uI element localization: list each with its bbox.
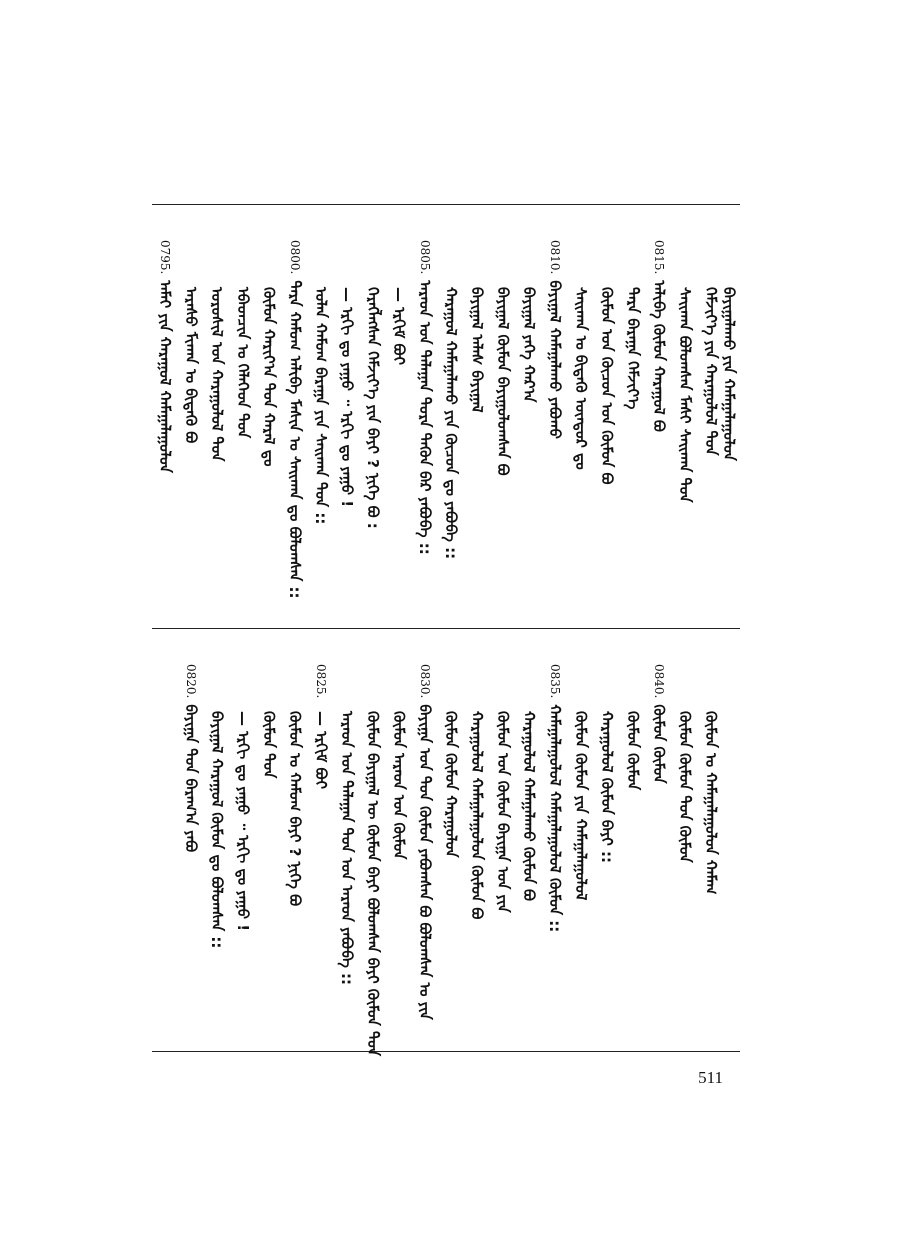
line-text: ᠰᠠᠢᠬᠠᠨ ᠪᠣᠯᠤᠭᠰᠠᠨ ᠮᠠᠰᠢ ᠰᠠᠢᠬᠠᠨ ᠳᠤᠨ xyxy=(676,287,694,503)
line-text: — ᠡᠷᠬᠢᠮ ᠪᠤᠢ xyxy=(312,711,330,790)
verse-line xyxy=(388,711,410,859)
verse-line xyxy=(232,711,254,931)
verse-line xyxy=(570,287,592,470)
verse-line xyxy=(258,711,280,778)
line-number: 0810. xyxy=(548,240,562,275)
upper-verse-block xyxy=(152,204,740,628)
verse-line xyxy=(596,287,618,484)
line-text: — ᠡᠷᠬᠢᠮ ᠪᠤᠢ xyxy=(390,287,408,366)
verse-line xyxy=(310,711,332,789)
line-number: 0795. xyxy=(158,240,172,275)
verse-line xyxy=(674,711,696,863)
line-text: ᠬᠦᠮᠦᠨ ᠠᠷᠠᠳ ᠤᠨ ᠬᠦᠮᠦᠨ xyxy=(390,711,408,860)
line-text: ᠬᠦᠮᠦᠨ ᠤ ᠬᠠᠮᠤᠭ ᠪᠠᠶᠢ ? ᠨᠢᠭᠡ ᠪᠣ xyxy=(286,711,304,907)
verse-line xyxy=(440,711,462,858)
line-text: ᠬᠦᠮᠦᠨ ᠤᠨ ᠬᠦᠮᠦᠨ ᠪᠠᠶᠢᠭᠠ ᠤᠨ ᠶᠢᠨ xyxy=(494,711,512,913)
verse-line xyxy=(674,287,696,503)
verse-line xyxy=(700,711,722,894)
line-text: ᠬᠦᠮᠦᠨ ᠤᠨ ᠬᠦᠴᠦᠨ ᠤᠨ ᠬᠦᠮᠦᠨ ᠪᠣ xyxy=(598,287,616,485)
line-text: ᠲᠡᠷᠡ ᠬᠠᠮᠤᠭ ᠠᠯᠢᠪᠠ ᠮᠠᠰᠢᠨ ᠤ ᠰᠠᠢᠬᠠᠨ ᠳᠤ ᠪᠣᠯᠤᠭᠰᠠᠨ :: xyxy=(286,280,304,599)
verse-line xyxy=(648,240,670,432)
verse-line xyxy=(206,711,228,948)
line-number: 0825. xyxy=(314,664,328,699)
line-number: 0800. xyxy=(288,240,302,275)
line-text: ᠬᠦᠮᠦᠨ ᠤ ᠬᠠᠮᠠᠭᠠᠯᠠᠭᠤᠯᠤᠨ ᠬᠠᠮᠠᠭ xyxy=(702,711,720,895)
verse-line xyxy=(492,711,514,913)
verse-line xyxy=(544,664,566,932)
line-text: — ᠡᠷᠬᠢ ᠳᠤ ᠶᠠᠭᠤ ᠃ ᠡᠷᠬᠢ ᠳᠤ ᠶᠠᠭᠤ ! xyxy=(234,711,252,932)
verse-line xyxy=(414,664,436,1020)
verse-line xyxy=(648,664,670,784)
verse-line xyxy=(310,287,332,524)
line-text: ᠪᠠᠶᠢᠭᠠᠯ ᠬᠠᠮᠠᠭᠠᠯᠠᠬᠤ ᠶᠠᠪᠤᠬᠤ xyxy=(546,280,564,439)
lower-verse-block xyxy=(152,628,740,1057)
line-text: ᠠᠷᠠᠳ ᠤᠨ ᠲᠠᠯᠠᠭᠠᠨ ᠳᠤᠨ ᠤᠨ ᠠᠷᠠᠳ ᠶᠠᠪᠤᠪᠠ :: xyxy=(338,711,356,986)
line-text: ᠬᠦᠮᠦᠨ ᠬᠦᠮᠦᠨ ᠳᠤᠨ ᠬᠦᠮᠦᠨ xyxy=(676,711,694,863)
line-text: — ᠡᠷᠬᠢ ᠳᠤ ᠶᠠᠭᠤ ᠃ ᠡᠷᠬᠢ ᠳᠤ ᠶᠠᠭᠤ ! xyxy=(338,287,356,508)
line-text: ᠣᠷᠣᠰᠢᠯ ᠤᠨ ᠬᠠᠷᠠᠭᠤᠯᠤᠯ ᠳᠤᠨ xyxy=(208,287,226,462)
verse-line xyxy=(466,711,488,919)
line-number: 0835. xyxy=(548,664,562,699)
verse-line xyxy=(232,287,254,438)
verse-line xyxy=(718,287,740,461)
line-text: ᠬᠡᠷᠡᠭᠯᠡᠭᠰᠡᠨ ᠬᠡᠮᠵᠢᠶ᠎ᠡ ᠶᠢᠨ ᠪᠠᠶᠢ ? ᠨᠢᠭᠡ ᠪᠣ : xyxy=(364,287,382,529)
verse-line xyxy=(440,287,462,559)
line-text: ᠣᠯᠠᠨ ᠬᠠᠮᠤᠭ ᠪᠠᠷᠠᠭᠠ ᠶᠢᠨ ᠰᠠᠢᠬᠠᠨ ᠳᠤᠨ :: xyxy=(312,287,330,525)
line-text: ᠪᠠᠶᠢᠭᠠ ᠤᠨ ᠳᠤᠨ ᠬᠦᠮᠦᠨ ᠶᠠᠪᠤᠭᠰᠠᠨ ᠪᠣ ᠪᠣᠯᠤᠭᠰᠠᠨ ᠤ ᠶᠢᠨ xyxy=(416,704,434,1020)
line-text: ᠬᠦᠮᠦᠨ ᠬᠦᠮᠦᠨ ᠶᠢᠨ ᠬᠠᠮᠠᠭᠠᠯᠠᠭᠤᠯᠤᠯ xyxy=(572,711,590,901)
verse-line xyxy=(622,287,644,409)
line-text: ᠬᠦᠮᠦᠨ ᠬᠦᠮᠦᠨ xyxy=(650,704,668,784)
verse-line xyxy=(492,287,514,476)
verse-line xyxy=(388,287,410,365)
verse-line xyxy=(336,287,358,507)
verse-line xyxy=(362,287,384,529)
line-number: 0830. xyxy=(418,664,432,699)
verse-line xyxy=(284,240,306,599)
bottom-rule xyxy=(152,1051,740,1052)
verse-line xyxy=(180,664,202,852)
line-text: ᠲᠡᠷᠡ ᠪᠠᠷᠠᠭᠠ ᠬᠡᠮᠵᠢᠶ᠎ᠡ xyxy=(624,287,642,410)
line-text: ᠠᠮᠠᠢ ᠶᠢᠨ ᠬᠠᠷᠠᠭᠤᠯ ᠬᠠᠮᠠᠭᠠᠯᠠᠭᠤᠯᠤᠨ xyxy=(156,280,174,473)
verse-line xyxy=(518,287,540,402)
verse-line xyxy=(180,287,202,443)
page-number: 511 xyxy=(698,1068,723,1087)
line-text: ᠰᠠᠢᠬᠠᠨ ᠤ ᠪᠢᠲᠡᠭᠦ ᠦᠨᠳᠦᠷ ᠳᠤ xyxy=(572,287,590,470)
line-text: ᠬᠠᠮᠠᠭᠠᠯᠠᠭᠤᠯᠤᠯ ᠬᠠᠮᠠᠭᠠᠯᠠᠭᠤᠯᠤᠯ ᠬᠦᠮᠦᠨ :: xyxy=(546,704,564,933)
line-text: ᠠᠯᠢᠪᠠ ᠬᠦᠮᠦᠨ ᠬᠠᠷᠠᠭᠤᠯ ᠪᠣ xyxy=(650,280,668,432)
line-text: ᠪᠠᠶᠢᠭᠠᠯ ᠠᠯᠠᠰ ᠪᠠᠶᠢᠭᠠᠯ xyxy=(468,287,486,413)
line-text: ᠬᠠᠷᠠᠭᠤᠯᠤᠯ ᠬᠠᠮᠠᠭᠠᠯᠠᠬᠤ ᠬᠦᠮᠦᠨ ᠪᠣ xyxy=(520,711,538,901)
verse-line xyxy=(414,240,436,555)
verse-line xyxy=(258,287,280,466)
line-text: ᠬᠠᠷᠠᠭᠤᠯ ᠬᠠᠮᠠᠭᠠᠯᠠᠬᠤ ᠶᠢᠨ ᠬᠦᠴᠦᠨ ᠳᠤ ᠶᠠᠪᠤᠪᠠ :: xyxy=(442,287,460,560)
line-text: ᠬᠠᠷᠠᠭᠤᠯᠤᠯ ᠬᠠᠮᠠᠭᠠᠯᠠᠭᠤᠯᠤᠨ ᠬᠦᠮᠦᠨ ᠪᠣ xyxy=(468,711,486,920)
verse-line xyxy=(622,711,644,790)
verse-line xyxy=(596,711,618,863)
verse-line xyxy=(336,711,358,985)
verse-line xyxy=(154,240,176,473)
verse-line xyxy=(544,240,566,439)
verse-line xyxy=(310,664,332,704)
verse-line xyxy=(518,711,540,901)
verse-line xyxy=(466,287,488,413)
line-text: ᠠᠷᠠᠰᠤ ᠮᠢᠬᠠᠨ ᠤ ᠪᠢᠲᠡᠭᠦ ᠪᠣ xyxy=(182,287,200,444)
verse-line xyxy=(284,711,306,906)
line-text: ᠡᠪᠡᠳᠴᠢᠨ ᠤ ᠬᠡᠯᠡᠭᠡᠳ ᠳᠤᠨ xyxy=(234,287,252,439)
line-number: 0815. xyxy=(652,240,666,275)
verse-line xyxy=(206,287,228,461)
line-text: ᠬᠦᠮᠦᠨ ᠳᠤᠨ xyxy=(260,711,278,779)
line-text: ᠪᠠᠶᠢᠭᠠᠯ ᠬᠠᠷᠠᠭᠤᠯ ᠬᠦᠮᠦᠨ ᠳᠤ ᠪᠣᠯᠤᠭᠰᠠᠨ :: xyxy=(208,711,226,949)
line-text: ᠪᠠᠶᠢᠭᠠᠯ ᠶᠡᠬᠡ ᠬᠠᠷ᠎ᠠ xyxy=(520,287,538,403)
line-number: 0820. xyxy=(184,664,198,699)
line-text: ᠪᠠᠶᠢᠭᠠᠯ ᠬᠦᠮᠦᠨ ᠪᠠᠶᠢᠭᠤᠯᠤᠭᠰᠠᠨ ᠪᠣ xyxy=(494,287,512,476)
line-text: ᠪᠠᠶᠢᠭᠠ ᠳᠤᠨ ᠪᠠᠷᠠᠭ᠎ᠠ ᠶᠠᠪᠤ xyxy=(182,704,200,853)
verse-line xyxy=(362,711,384,1056)
line-text: ᠬᠦᠮᠦᠨ ᠬᠦᠮᠦᠨ ᠬᠠᠷᠠᠭᠤᠯᠤᠨ xyxy=(442,711,460,858)
line-text: ᠬᠡᠮᠵᠢᠶ᠎ᠡ ᠶᠢᠨ ᠬᠠᠷᠠᠭᠤᠯᠤᠯ ᠳᠤᠨ xyxy=(702,287,720,456)
line-text: ᠬᠠᠷᠠᠭᠤᠯᠤᠯ ᠬᠦᠮᠦᠨ ᠪᠠᠶᠢ :: xyxy=(598,711,616,863)
verse-line xyxy=(570,711,592,900)
line-text: ᠠᠷᠠᠳ ᠤᠨ ᠲᠠᠯᠠᠭᠠᠨ ᠳᠤᠷᠠ ᠲᠡᠭᠦᠨ ᠪᠠᠷ ᠶᠠᠪᠤᠪᠠ :: xyxy=(416,280,434,555)
line-number: 0805. xyxy=(418,240,432,275)
line-text: ᠬᠦᠮᠦᠨ ᠬᠦᠮᠦᠨ xyxy=(624,711,642,791)
line-text: ᠪᠠᠶᠢᠭᠠᠯᠠᠬᠤ ᠶᠢᠨ ᠬᠠᠮᠠᠭᠠᠯᠠᠭᠤᠯᠤᠨ xyxy=(720,287,738,461)
line-text: ᠬᠦᠮᠦᠨ ᠪᠠᠶᠢᠭᠠᠯ ᠦ ᠬᠦᠮᠦᠨ ᠪᠠᠶᠢ ᠪᠣᠯᠤᠭᠰᠠᠨ ᠪᠠᠶᠢ ᠬᠦᠮᠦᠨ ᠳᠤᠨ xyxy=(364,711,382,1057)
line-text: ᠬᠦᠮᠦᠨ ᠬᠠᠷᠢᠶ᠎ᠠ ᠳᠤᠨ ᠬᠠᠷᠠᠯ ᠳᠤ xyxy=(260,287,278,467)
line-number: 0840. xyxy=(652,664,666,699)
